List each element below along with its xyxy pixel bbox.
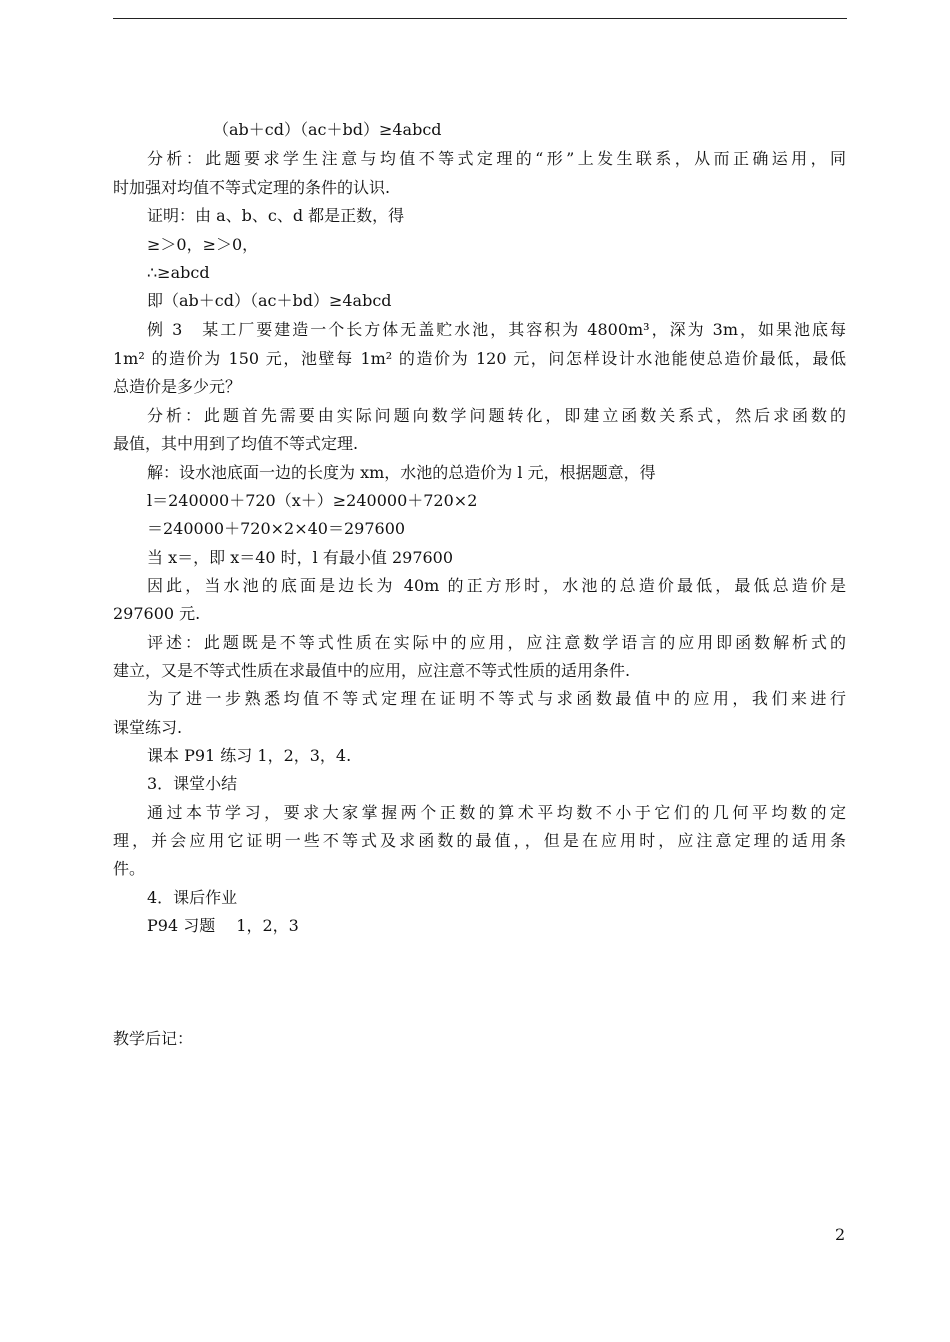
- proof-line: ∴≥abcd: [147, 263, 210, 282]
- teaching-notes-label: 教学后记：: [113, 1029, 194, 1048]
- section-heading: 4．课后作业: [147, 888, 238, 907]
- analysis-line: 分析：此题要求学生注意与均值不等式定理的“形”上发生联系，从而正确运用，同: [147, 149, 846, 168]
- analysis-line: 最值，其中用到了均值不等式定理.: [113, 434, 359, 453]
- homework-line: P94 习题 1，2，3: [147, 916, 299, 935]
- page-number: 2: [835, 1225, 846, 1244]
- commentary-line: 建立，又是不等式性质在求最值中的应用，应注意不等式性质的适用条件.: [113, 661, 631, 680]
- summary-line: 件。: [113, 859, 146, 878]
- inequality-statement: （ab＋cd）（ac＋bd）≥4abcd: [213, 120, 442, 139]
- summary-line: 理，并会应用它证明一些不等式及求函数的最值，，但是在应用时，应注意定理的适用条: [113, 831, 846, 850]
- solution-line: 当 x＝，即 x＝40 时，l 有最小值 297600: [147, 548, 454, 567]
- transition-line: 为了进一步熟悉均值不等式定理在证明不等式与求函数最值中的应用，我们来进行: [147, 689, 846, 708]
- solution-line: 解：设水池底面一边的长度为 xm，水池的总造价为 l 元，根据题意，得: [147, 463, 656, 482]
- proof-conclusion: 即（ab＋cd）（ac＋bd）≥4abcd: [147, 291, 392, 310]
- example-3-line: 1m² 的造价为 150 元，池壁每 1m² 的造价为 120 元，问怎样设计水池能使总造价最低，最低: [113, 349, 846, 368]
- solution-formula: ＝240000＋720×2×40＝297600: [147, 519, 406, 538]
- header-rule: [113, 18, 847, 19]
- example-3-line: 总造价是多少元？: [113, 377, 242, 396]
- analysis-line: 时加强对均值不等式定理的条件的认识.: [113, 178, 391, 197]
- solution-line: 因此，当水池的底面是边长为 40m 的正方形时，水池的总造价最低，最低总造价是: [147, 576, 846, 595]
- solution-line: 297600 元.: [113, 604, 201, 623]
- example-3-line: 例 3 某工厂要建造一个长方体无盖贮水池，其容积为 4800m³，深为 3m，如果池底每: [147, 320, 846, 339]
- transition-line: 课堂练习.: [113, 718, 183, 737]
- section-heading: 3．课堂小结: [147, 774, 238, 793]
- commentary-line: 评述：此题既是不等式性质在实际中的应用，应注意数学语言的应用即函数解析式的: [147, 633, 846, 652]
- proof-line: 证明：由 a、b、c、d 都是正数，得: [147, 206, 405, 225]
- exercise-line: 课本 P91 练习 1，2，3，4.: [147, 746, 352, 765]
- analysis-line: 分析：此题首先需要由实际问题向数学问题转化，即建立函数关系式，然后求函数的: [147, 406, 846, 425]
- summary-line: 通过本节学习，要求大家掌握两个正数的算术平均数不小于它们的几何平均数的定: [147, 803, 846, 822]
- solution-formula: l＝240000＋720（x＋）≥240000＋720×2: [147, 491, 478, 510]
- proof-line: ≥＞0，≥＞0，: [147, 235, 259, 254]
